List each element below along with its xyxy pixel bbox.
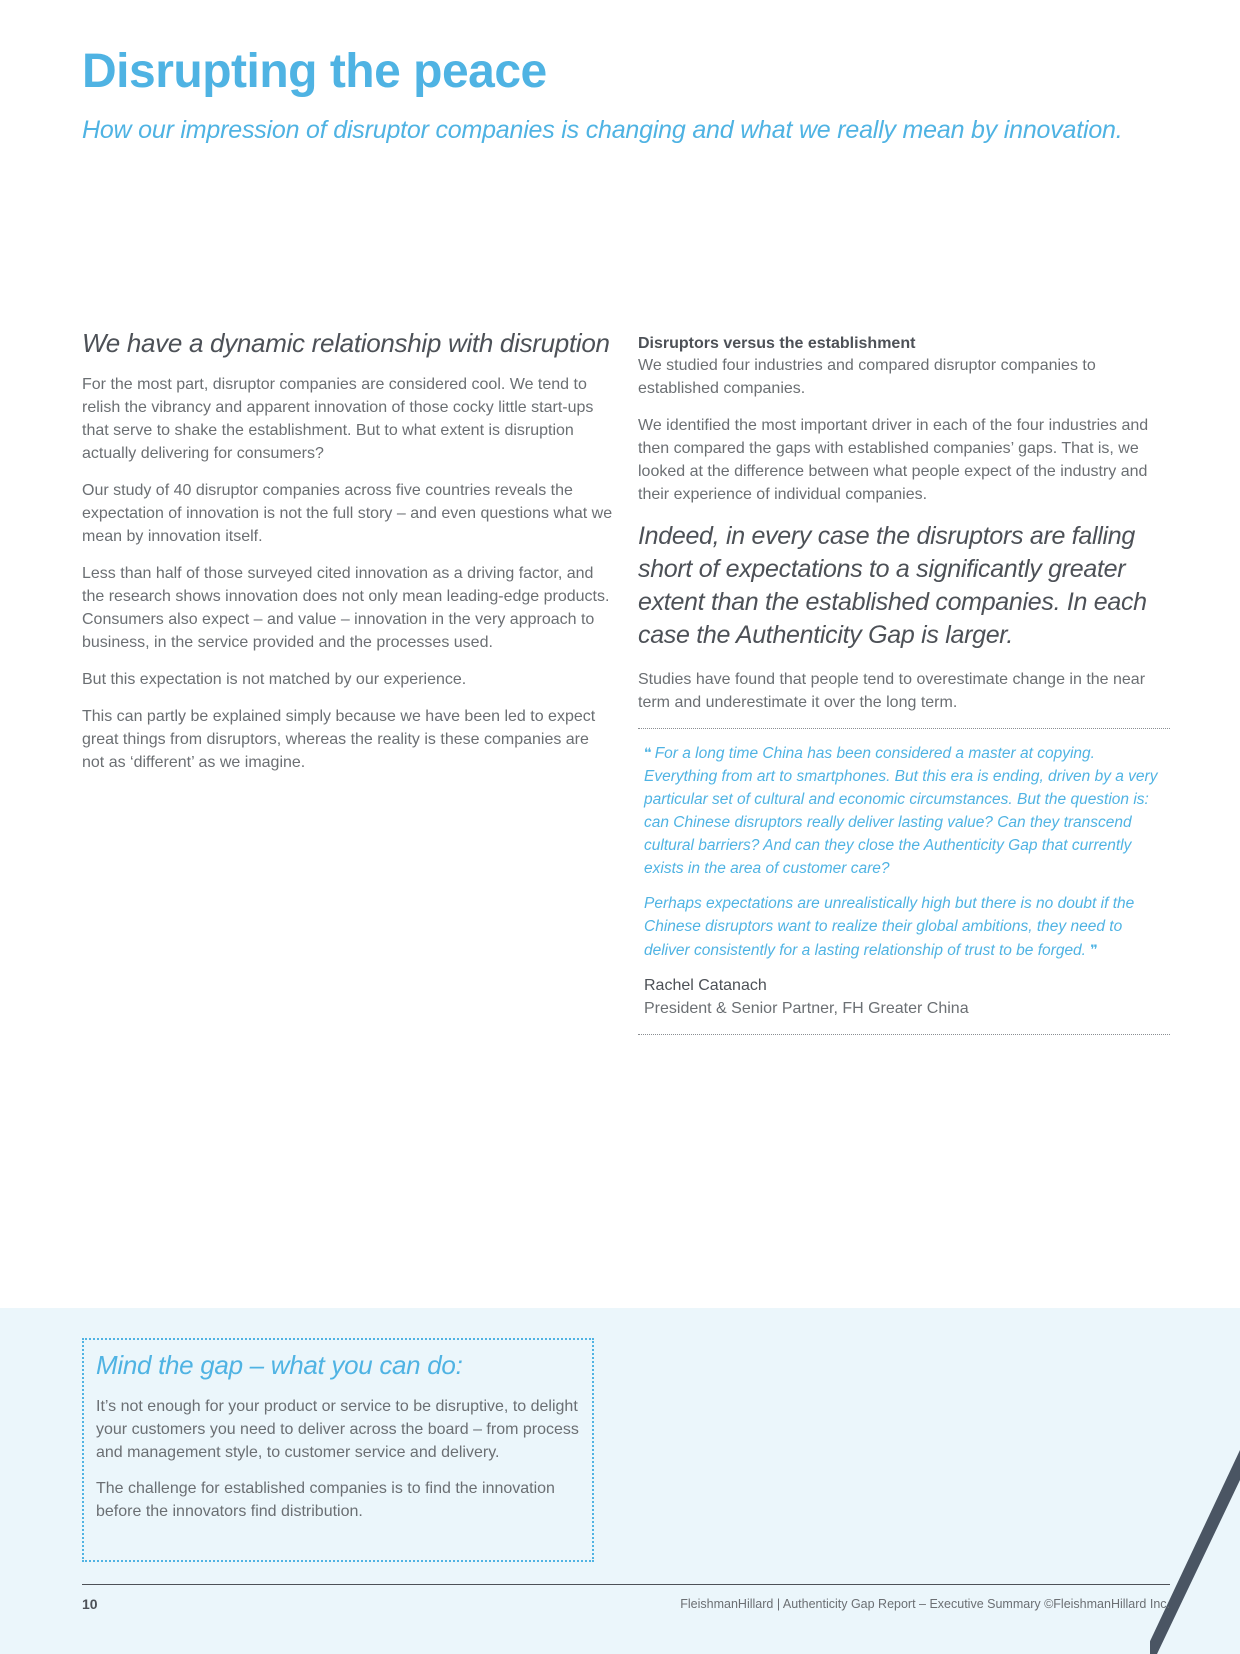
testimonial-quote (638, 728, 1170, 1035)
gap-box-paragraph-2: The challenge for established companies is to find the innovation before the innovators find distribution. (96, 1480, 555, 1520)
right-paragraph-1: We studied four industries and compared disruptor companies to established companies. (638, 357, 1096, 397)
left-column (82, 328, 614, 788)
left-paragraph-4: But this expectation is not matched by our experience. (82, 671, 467, 688)
right-paragraph-2: We identified the most important driver in each of the four industries and then compared the gaps with established companies’ gaps. That is, we looked at the difference between what people expect of the industry and their experience of individual companies. (638, 417, 1149, 503)
decorative-slash (1150, 1450, 1240, 1654)
page-number: 10 (82, 1596, 98, 1612)
mind-the-gap-box (82, 1338, 594, 1562)
quote-paragraph-2 (644, 892, 1164, 962)
quote-paragraph-1 (644, 741, 1164, 880)
quote-author-role: President & Senior Partner, FH Greater China (644, 1000, 969, 1017)
right-column (638, 334, 1170, 1035)
gap-box-heading: Mind the gap – what you can do: (96, 1350, 463, 1380)
right-closing-paragraph: Studies have found that people tend to overestimate change in the near term and underestimate it over the long term. (638, 671, 1146, 711)
quote-text-1: For a long time China has been considered a master at copying. Everything from art to smartphones. But this era is ending, driven by a very particular set of cultural and economic circumstances. But the question is: can Chinese disruptors really deliver lasting value? Can they transcend cultural barriers? And can they close the Authenticity Gap that currently exists in the area of customer care? (644, 745, 1158, 877)
footer-divider (82, 1584, 1170, 1585)
pull-quote: Indeed, in every case the disruptors are falling short of expectations to a significantly greater extent than the established companies. In each case the Authenticity Gap is larger. (638, 522, 1147, 649)
page-title: Disrupting the peace (82, 45, 547, 98)
footer-credit: FleishmanHillard | Authenticity Gap Report – Executive Summary ©FleishmanHillard Inc. (680, 1597, 1170, 1611)
quote-author-name: Rachel Catanach (644, 977, 767, 994)
left-paragraph-3: Less than half of those surveyed cited innovation as a driving factor, and the research shows innovation does not only mean leading-edge products. Consumers also expect – and value – innovation in the very approach to business, in the service provided and the processes used. (82, 565, 610, 651)
right-column-subhead: Disruptors versus the establishment (638, 335, 916, 352)
left-column-heading: We have a dynamic relationship with disruption (82, 328, 610, 358)
quote-text-2: Perhaps expectations are unrealistically high but there is no doubt if the Chinese disruptors want to realize their global ambitions, they need to deliver consistently for a lasting relationship of trust to be forged. (644, 895, 1135, 959)
left-paragraph-2: Our study of 40 disruptor companies across five countries reveals the expectation of innovation is not the full story – and even questions what we mean by innovation itself. (82, 482, 613, 545)
left-paragraph-1: For the most part, disruptor companies are considered cool. We tend to relish the vibrancy and apparent innovation of those cocky little start-ups that serve to shake the establishment. But to what extent is disruption actually delivering for consumers? (82, 376, 594, 462)
left-paragraph-5: This can partly be explained simply because we have been led to expect great things from disruptors, whereas the reality is these companies are not as ‘different’ as we imagine. (82, 708, 596, 771)
page-subtitle: How our impression of disruptor companies is changing and what we really mean by innovation. (82, 116, 1123, 144)
close-quote-icon: ❜❜ (1090, 942, 1097, 957)
gap-box-paragraph-1: It’s not enough for your product or service to be disruptive, to delight your customers you need to deliver across the board – from process and management style, to customer service and delivery. (96, 1398, 579, 1461)
open-quote-icon: ❛❛ (644, 745, 651, 760)
